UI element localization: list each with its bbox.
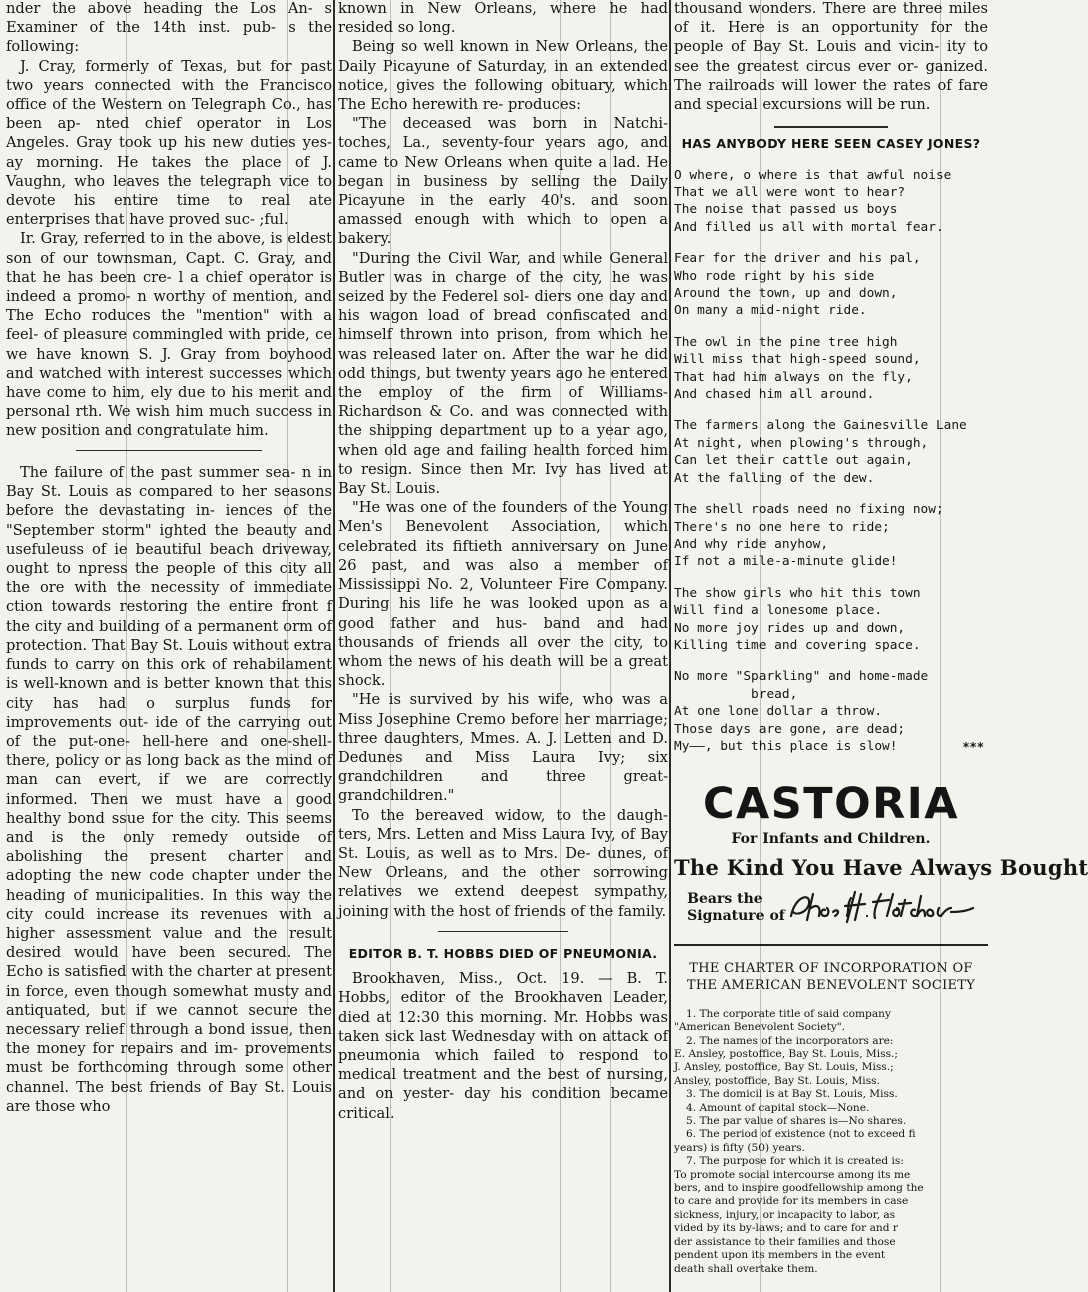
headline: EDITOR B. T. HOBBS DIED OF PNEUMONIA. bbox=[348, 946, 658, 962]
article-paragraph: Being so well known in New Orleans, the Daily Picayune of Saturday, in an extended notice, gives the following obituary, which The Echo herewith re- produces: bbox=[338, 38, 668, 114]
ad-bears-line: Bears the bbox=[687, 890, 763, 907]
poem-stanza: The shell roads need no fixing now; There's no one here to ride; And why ride anyhow, If not a mile-a-minute glide! bbox=[674, 502, 944, 570]
handwritten-signature-image bbox=[785, 886, 975, 930]
column-rule bbox=[669, 0, 671, 1292]
ad-tagline: The Kind You Have Always Bought bbox=[674, 854, 1088, 880]
charter-line: to care and provide for its members in case bbox=[674, 1195, 909, 1208]
scan-streak bbox=[126, 0, 127, 1292]
article-paragraph: known in New Orleans, where he had resided so long. bbox=[338, 0, 668, 37]
scan-streak bbox=[287, 0, 288, 1292]
column-middle bbox=[338, 0, 668, 1123]
poem-stanza: Fear for the driver and his pal, Who rode right by his side Around the town, up and down, On many a mid-night ride. bbox=[674, 251, 921, 319]
poem-stanza: O where, o where is that awful noise That we all were wont to hear? The noise that passed us boys And filled us all with mortal fear. bbox=[674, 167, 952, 235]
ad-bears-line: Signature of bbox=[687, 907, 785, 924]
article-paragraph: thousand wonders. There are three miles of it. Here is an opportunity for the people of Bay St. Louis and vicin- ity to see the greatest circus ever or- ganized. The railroads will lower the rates of fare and special excursions will be run. bbox=[674, 0, 988, 114]
scan-streak bbox=[760, 0, 761, 1292]
charter-line: bers, and to inspire goodfellowship among the bbox=[674, 1182, 924, 1195]
charter-line: 5. The par value of shares is—No shares. bbox=[686, 1115, 907, 1128]
charter-line: 4. Amount of capital stock—None. bbox=[686, 1101, 870, 1114]
charter-title-line: THE AMERICAN BENEVOLENT SOCIETY bbox=[686, 977, 976, 993]
article-paragraph: To the bereaved widow, to the daugh- ters, Mrs. Letten and Miss Laura Ivy, of Bay St. Louis, as well as to Mrs. De- dunes, of New Orleans, and the other sorrowing relatives we extend deepest sympathy, joining with the host of friends of the family. bbox=[338, 806, 668, 920]
charter-line: death shall overtake them. bbox=[674, 1262, 818, 1275]
article-paragraph: "He is survived by his wife, who was a Miss Josephine Cremo before her marriage; three daughters, Mmes. A. J. Letten and D. Dedunes and Miss Laura Ivy; six grandchildren and three great- grandchildren." bbox=[338, 691, 668, 805]
article-paragraph: The failure of the past summer sea- n in Bay St. Louis as compared to her seasons before the devastating in- iences of the "September storm" ighted the beauty and usefuleuss of ie beautiful beach driveway, ought to npress the people of this city all the ore with the necessity of immediate ction towards restoring the entire front f the city and building of a permanent orm of protection. That Bay St. Louis without extra funds to carry on this ork of rehabilament is well-known and is better known that this city has had o surplus funds for improvements out- ide of the carrying out of the put-one- hell-here and one-shell-there, policy or as long back as the mind of man can evert, if we are correctly informed. Then we must have a good healthy bond ssue for the city. This seems and is the only remedy outside of abolishing the present charter and adopting the new code chapter under the heading of municipalities. In this way the city could increase its revenues with a higher assessment value and the result desired would have been secured. The Echo is satisfied with the charter at present in force, even though somewhat musty and antiquated, but if we cannot secure the necessary relief through a bond issue, then the money for repairs and im- provements must be forthcoming through some other channel. The best friends of Bay St. Louis are those who bbox=[6, 464, 332, 1115]
article-separator bbox=[774, 126, 888, 127]
charter-line: 7. The purpose for which it is created is: bbox=[686, 1155, 904, 1168]
charter-line: "American Benevolent Society". bbox=[674, 1021, 846, 1034]
charter-title-line: THE CHARTER OF INCORPORATION OF bbox=[689, 960, 973, 976]
charter-line: pendent upon its members in the event bbox=[674, 1249, 886, 1262]
article-separator bbox=[76, 450, 262, 451]
charter-line: years) is fifty (50) years. bbox=[674, 1141, 805, 1154]
article-paragraph: J. Cray, formerly of Texas, but for past two years connected with the Francisco office of the Western on Telegraph Co., has been ap- nted chief operator in Los Angeles. Gray took up his new duties yes- ay morning. He takes the place of J. Vaughn, who leaves the telegraph vice to devote his entire time to real ate enterprises that have proved suc- ;ful. bbox=[6, 57, 332, 229]
poem-stanza: The owl in the pine tree high Will miss that high-speed sound, That had him always on the fly, And chased him all around. bbox=[674, 334, 921, 403]
article-paragraph: "He was one of the founders of the Young Men's Benevolent Association, which celebrated its fiftieth anniversary on June 26 past, and was also a member of Mississippi No. 2, Volunteer Fire Company. During his life he was looked upon as a good father and hus- band and had thousands of friends all over the city, to whom the news of his death will be a great shock. bbox=[338, 499, 668, 690]
charter-line: 1. The corporate title of said company bbox=[686, 1007, 891, 1020]
charter-line: sickness, injury, or incapacity to labor, as bbox=[674, 1208, 896, 1221]
poem-stanza: No more "Sparkling" and home-made bread, At one lone dollar a throw. Those days are gone, are dead; My——, but this place is slow! bbox=[674, 669, 929, 754]
ad-bears-label bbox=[687, 891, 785, 925]
poem-title: HAS ANYBODY HERE SEEN CASEY JONES? bbox=[681, 135, 981, 151]
column-left bbox=[6, 0, 332, 1116]
scan-streak bbox=[610, 0, 611, 1292]
scan-streak bbox=[560, 0, 561, 1292]
scan-streak bbox=[940, 0, 941, 1292]
article-paragraph: "The deceased was born in Natchi- toches, La., seventy-four years ago, and came to New Orleans when quite a lad. He began in business by selling the Daily Picayune in the early 40's. and soon amassed enough with which to open a bakery. bbox=[338, 115, 668, 248]
charter-line: 3. The domicil is at Bay St. Louis, Miss. bbox=[686, 1088, 898, 1101]
article-separator bbox=[438, 931, 568, 932]
poem-stanza: The show girls who hit this town Will find a lonesome place. No more joy rides up and down, Killing time and covering space. bbox=[674, 585, 921, 653]
charter-line: To promote social intercourse among its me bbox=[674, 1168, 911, 1181]
charter-line: Ansley, postoffice, Bay St. Louis, Miss. bbox=[674, 1074, 880, 1087]
article-paragraph: Brookhaven, Miss., Oct. 19. — B. T. Hobbs, editor of the Brookhaven Leader, died at 12:30 this morning. Mr. Hobbs was taken sick last Wednesday with on attack of pneumonia which failed to respond to medical treatment and the best of nursing, and on yester- day his condition became critical. bbox=[338, 970, 668, 1122]
ad-title: CASTORIA bbox=[702, 778, 960, 829]
charter-line: 6. The period of existence (not to exceed fi bbox=[686, 1128, 916, 1141]
charter-line: J. Ansley, postoffice, Bay St. Louis, Miss.; bbox=[674, 1061, 894, 1074]
column-rule bbox=[333, 0, 335, 1292]
charter-line: der assistance to their families and those bbox=[674, 1235, 896, 1248]
article-paragraph: Ir. Gray, referred to in the above, is eldest son of our townsman, Capt. C. Gray, and that he has been cre- l a chief operator is indeed a promo- n worthy of mention, and The Echo roduces the "mention" with a feel- of pleasure commingled with pride, ce we have known S. J. Gray from boyhood and watched with interest successes which have come to him, ely due to his merit and personal rth. We wish him much success in new position and congratulate him. bbox=[6, 230, 332, 440]
article-paragraph: nder the above heading the Los An- s Examiner of the 14th inst. pub- s the following: bbox=[6, 0, 332, 56]
article-paragraph: "During the Civil War, and while General Butler was in charge of the city, he was seized by the Federel sol- diers one day and his wagon load of bread confiscated and himself thrown into prison, from which he was released later on. After the war he did odd things, but twenty years ago he entered the employ of the firm of Williams- Richardson & Co. and was connected with the shipping department up to a year ago, when old age and failing health forced him to resign. Since then Mr. Ivy has lived at Bay St. Louis. bbox=[338, 249, 668, 498]
charter-line: 2. The names of the incorporators are: bbox=[686, 1034, 894, 1047]
poem-end-mark: *** bbox=[962, 740, 984, 755]
charter-line: vided by its by-laws; and to care for and r bbox=[674, 1222, 898, 1235]
poem-stanza: The farmers along the Gainesville Lane At night, when plowing's through, Can let their cattle out again, At the falling of the dew. bbox=[674, 418, 967, 486]
ad-subtitle: For Infants and Children. bbox=[731, 830, 931, 847]
scan-streak bbox=[390, 0, 391, 1292]
charter-line: E. Ansley, postoffice, Bay St. Louis, Miss.; bbox=[674, 1048, 898, 1061]
